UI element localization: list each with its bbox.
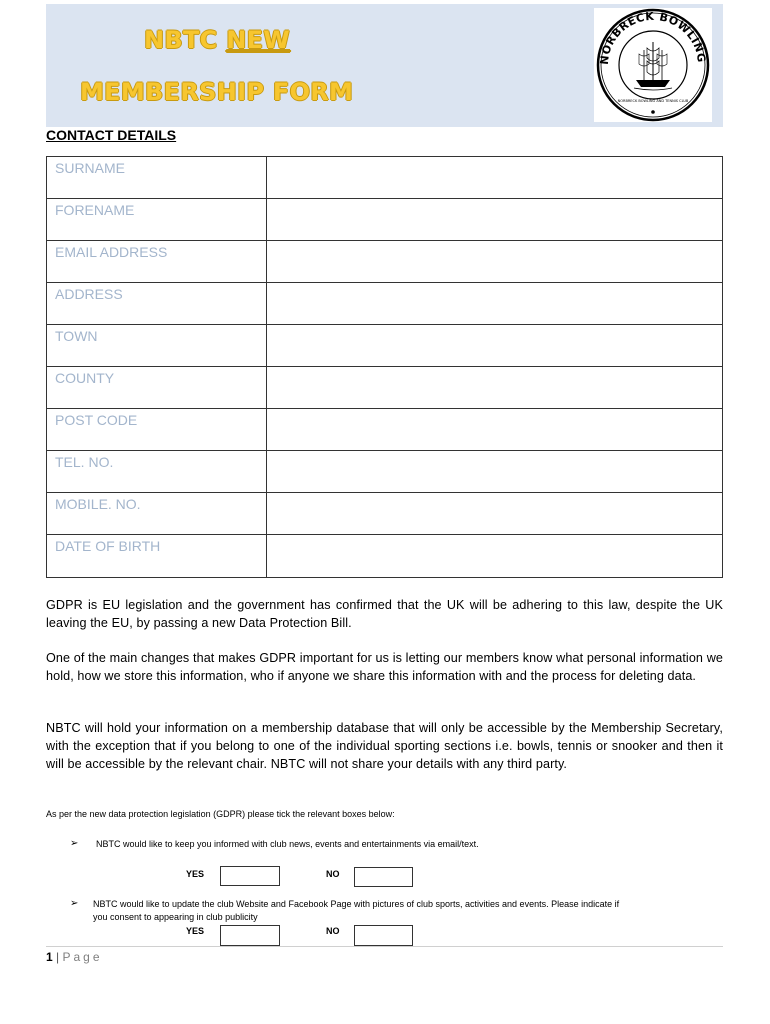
field-label: TOWN — [55, 328, 98, 344]
gdpr-paragraph-2: One of the main changes that makes GDPR important for us is letting our members know what personal information we hold, how we store this information, who if anyone we share this information with and the process for deleting data. — [46, 651, 723, 683]
footer-divider — [46, 946, 723, 947]
row-mobile-no — [47, 493, 722, 535]
contact-details-heading: CONTACT DETAILS — [46, 127, 177, 143]
publicity-yes-checkbox[interactable] — [220, 925, 280, 946]
field-label: SURNAME — [55, 160, 126, 176]
field-label: FORENAME — [55, 202, 135, 218]
bullet-arrow-icon: ➢ — [70, 838, 79, 849]
row-date-of-birth — [47, 535, 722, 577]
address-input[interactable] — [266, 283, 722, 324]
no-label: NO — [326, 926, 340, 936]
field-label: MOBILE. NO. — [55, 496, 141, 512]
mobile-no-input[interactable] — [266, 493, 722, 534]
row-post-code — [47, 409, 722, 451]
page-footer — [46, 950, 103, 964]
field-label: TEL. NO. — [55, 454, 114, 470]
surname-input[interactable] — [266, 157, 722, 198]
field-label: POST CODE — [55, 412, 138, 428]
no-label: NO — [326, 869, 340, 879]
yes-label: YES — [186, 869, 205, 879]
row-town — [47, 325, 722, 367]
row-county — [47, 367, 722, 409]
consent-item-news: NBTC would like to keep you informed with club news, events and entertainments via email/text. — [96, 839, 479, 849]
consent-item-publicity-line2: you consent to appearing in club publicity — [93, 912, 258, 922]
row-tel-no — [47, 451, 722, 493]
logo-inner-text: NORBRECK BOWLING AND TENNIS CLUB — [617, 99, 689, 103]
post-code-input[interactable] — [266, 409, 722, 450]
publicity-no-checkbox[interactable] — [354, 925, 413, 946]
contact-details-table — [46, 156, 723, 578]
row-email — [47, 241, 722, 283]
email-input[interactable] — [266, 241, 722, 282]
forename-input[interactable] — [266, 199, 722, 240]
gdpr-paragraph-1: GDPR is EU legislation and the government has confirmed that the UK will be adhering to this law, despite the UK leaving the EU, by passing a new Data Protection Bill. — [46, 598, 723, 630]
news-no-checkbox[interactable] — [354, 867, 413, 887]
field-label: ADDRESS — [55, 286, 123, 302]
title-part-new: NEW — [226, 26, 291, 54]
row-surname — [47, 157, 722, 199]
bullet-arrow-icon: ➢ — [70, 898, 79, 909]
footer-separator: | — [56, 950, 60, 964]
logo-arc-text: NORBRECK BOWLING — [597, 9, 709, 66]
row-address — [47, 283, 722, 325]
club-logo — [594, 8, 712, 122]
row-forename — [47, 199, 722, 241]
town-input[interactable] — [266, 325, 722, 366]
page-number: 1 — [46, 950, 53, 964]
page-label: Page — [62, 950, 103, 964]
form-title-line1 — [144, 26, 290, 54]
consent-item-publicity-line1: NBTC would like to update the club Website and Facebook Page with pictures of club sports, activities and events. Please indicate if — [93, 899, 620, 909]
consent-intro: As per the new data protection legislation (GDPR) please tick the relevant boxes below: — [46, 809, 395, 819]
news-yes-checkbox[interactable] — [220, 866, 280, 886]
date-of-birth-input[interactable] — [266, 535, 722, 577]
form-title-line2: MEMBERSHIP FORM — [80, 78, 354, 106]
tel-no-input[interactable] — [266, 451, 722, 492]
field-label: COUNTY — [55, 370, 115, 386]
field-label: EMAIL ADDRESS — [55, 244, 168, 260]
gdpr-paragraph-3: NBTC will hold your information on a membership database that will only be accessible by the Membership Secretary, with the exception that if you belong to one of the individual sporting sections i.e. bowls, tennis or snooker and then it will be accessible by the relevant chair. NBTC will not share your details with any third party. — [46, 721, 723, 771]
field-label: DATE OF BIRTH — [55, 538, 161, 554]
yes-label: YES — [186, 926, 205, 936]
title-part-nbtc: NBTC — [144, 26, 227, 54]
county-input[interactable] — [266, 367, 722, 408]
